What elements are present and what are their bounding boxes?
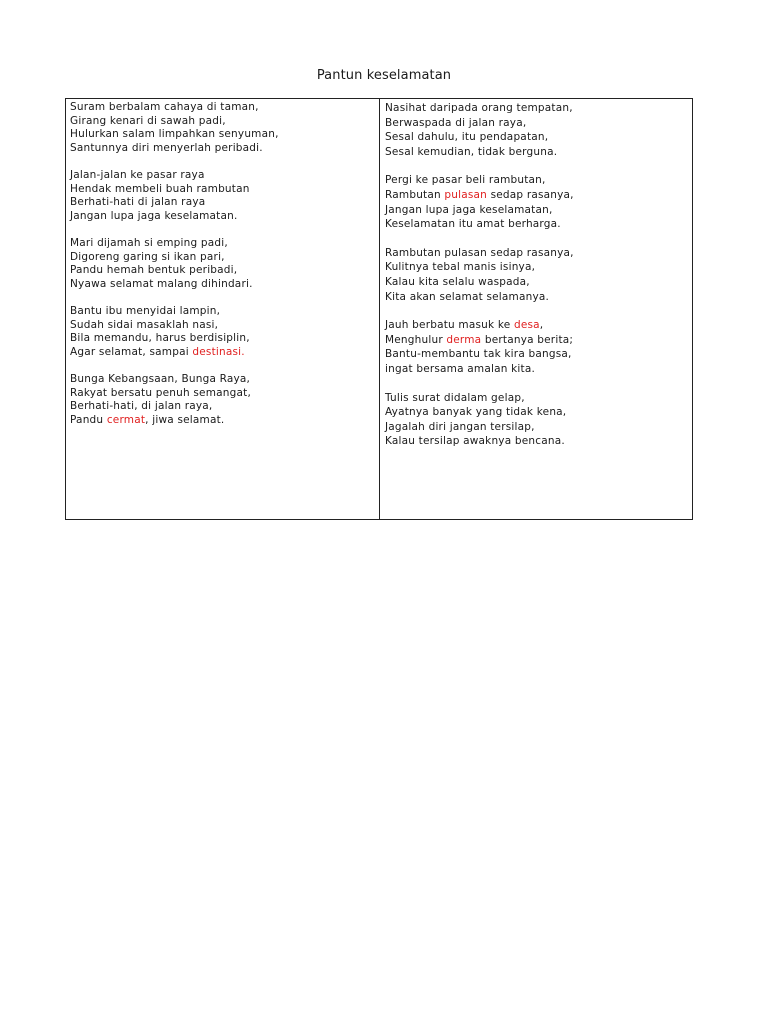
line-text: Sudah sidai masaklah nasi,: [70, 318, 219, 331]
highlighted-word: desa: [513, 319, 540, 332]
line-text: Kalau tersilap awaknya bencana.: [385, 435, 565, 448]
line-text: Hulurkan salam limpahkan senyuman,: [70, 128, 279, 140]
left-column: [66, 99, 380, 519]
pantun-line: [385, 145, 686, 160]
pantun-stanza: [70, 101, 373, 155]
highlighted-word: cermat: [106, 413, 146, 426]
highlighted-word: pulasan: [444, 188, 488, 201]
pantun-line: [385, 260, 686, 275]
line-text: Rakyat bersatu penuh semangat,: [70, 386, 251, 399]
line-text: Jalan-jalan ke pasar raya: [70, 169, 205, 181]
pantun-line: [70, 264, 373, 278]
pantun-line: [70, 183, 373, 197]
pantun-line: [70, 387, 373, 401]
highlighted-word: derma: [446, 333, 482, 346]
line-text: Berhati-hati di jalan raya: [70, 196, 206, 208]
pantun-stanza: [70, 373, 373, 427]
line-text: Pandu hemah bentuk peribadi,: [70, 264, 238, 276]
pantun-line: [70, 400, 373, 414]
pantun-line: [70, 169, 373, 183]
pantun-stanza: [385, 391, 686, 449]
pantun-table: [65, 98, 693, 520]
pantun-stanza: [385, 101, 686, 159]
line-text: Nasihat daripada orang tempatan,: [385, 102, 573, 114]
pantun-stanza: [385, 318, 686, 376]
pantun-line: [70, 237, 373, 251]
line-text: Santunnya diri menyerlah peribadi.: [70, 141, 263, 154]
line-text: Jauh berbatu masuk ke: [385, 319, 514, 332]
pantun-line: [70, 319, 373, 333]
pantun-stanza: [385, 173, 686, 231]
pantun-line: [70, 346, 373, 360]
pantun-line: [70, 101, 373, 115]
pantun-line: [70, 305, 373, 319]
line-text: Agar selamat, sampai: [70, 345, 193, 358]
line-text: Bantu ibu menyidai lampin,: [70, 305, 221, 317]
line-text: Rambutan: [385, 188, 445, 201]
pantun-line: [70, 128, 373, 142]
line-text: Girang kenari di sawah padi,: [70, 114, 226, 127]
line-text: Rambutan pulasan sedap rasanya,: [385, 246, 574, 259]
line-text: Bunga Kebangsaan, Bunga Raya,: [70, 373, 251, 385]
pantun-line: [70, 210, 373, 224]
highlighted-word: destinasi.: [192, 345, 245, 358]
pantun-line: [70, 373, 373, 387]
pantun-line: [385, 405, 686, 420]
line-text: sedap rasanya,: [487, 188, 574, 201]
pantun-stanza: [70, 305, 373, 359]
pantun-line: [385, 362, 686, 377]
pantun-line: [70, 115, 373, 129]
line-text: Bila memandu, harus berdisiplin,: [70, 332, 250, 344]
pantun-stanza: [70, 169, 373, 223]
line-text: Pandu: [70, 413, 107, 426]
pantun-line: [385, 188, 686, 203]
pantun-line: [70, 332, 373, 346]
pantun-stanza: [70, 237, 373, 291]
pantun-line: [385, 246, 686, 261]
pantun-line: [385, 347, 686, 362]
pantun-line: [385, 434, 686, 449]
line-text: Jangan lupa jaga keselamatan.: [70, 209, 238, 222]
line-text: Keselamatan itu amat berharga.: [385, 218, 561, 231]
line-text: Nyawa selamat malang dihindari.: [70, 277, 253, 290]
right-column: [380, 99, 692, 519]
line-text: bertanya berita;: [481, 333, 574, 346]
line-text: Sesal kemudian, tidak berguna.: [385, 145, 558, 158]
line-text: , jiwa selamat.: [145, 413, 225, 426]
pantun-line: [385, 391, 686, 406]
pantun-line: [70, 196, 373, 210]
pantun-stanza: [385, 246, 686, 304]
pantun-line: [70, 142, 373, 156]
pantun-line: [385, 217, 686, 232]
pantun-line: [70, 278, 373, 292]
line-text: Jagalah diri jangan tersilap,: [385, 420, 535, 433]
pantun-line: [70, 414, 373, 428]
pantun-line: [385, 318, 686, 333]
pantun-line: [385, 333, 686, 348]
line-text: Kita akan selamat selamanya.: [385, 290, 550, 303]
pantun-line: [385, 420, 686, 435]
line-text: Berwaspada di jalan raya,: [385, 116, 527, 129]
pantun-line: [70, 251, 373, 265]
pantun-line: [385, 275, 686, 290]
line-text: ingat bersama amalan kita.: [385, 362, 536, 375]
pantun-line: [385, 173, 686, 188]
line-text: Hendak membeli buah rambutan: [70, 182, 250, 195]
line-text: Suram berbalam cahaya di taman,: [70, 101, 259, 113]
pantun-line: [385, 203, 686, 218]
line-text: ,: [539, 319, 544, 332]
pantun-line: [385, 290, 686, 305]
page-title: Pantun keselamatan: [316, 68, 452, 83]
line-text: Tulis surat didalam gelap,: [385, 391, 525, 404]
pantun-line: [385, 101, 686, 116]
line-text: Pergi ke pasar beli rambutan,: [385, 174, 546, 187]
line-text: Sesal dahulu, itu pendapatan,: [385, 131, 549, 144]
line-text: Digoreng garing si ikan pari,: [70, 250, 225, 263]
line-text: Bantu-membantu tak kira bangsa,: [385, 348, 572, 361]
pantun-line: [385, 130, 686, 145]
line-text: Berhati-hati, di jalan raya,: [70, 400, 213, 412]
line-text: Jangan lupa jaga keselamatan,: [385, 203, 553, 216]
line-text: Mari dijamah si emping padi,: [70, 237, 228, 249]
line-text: Menghulur: [385, 333, 447, 346]
line-text: Kulitnya tebal manis isinya,: [385, 261, 536, 274]
line-text: Ayatnya banyak yang tidak kena,: [385, 406, 567, 419]
line-text: Kalau kita selalu waspada,: [385, 275, 530, 288]
pantun-line: [385, 116, 686, 131]
